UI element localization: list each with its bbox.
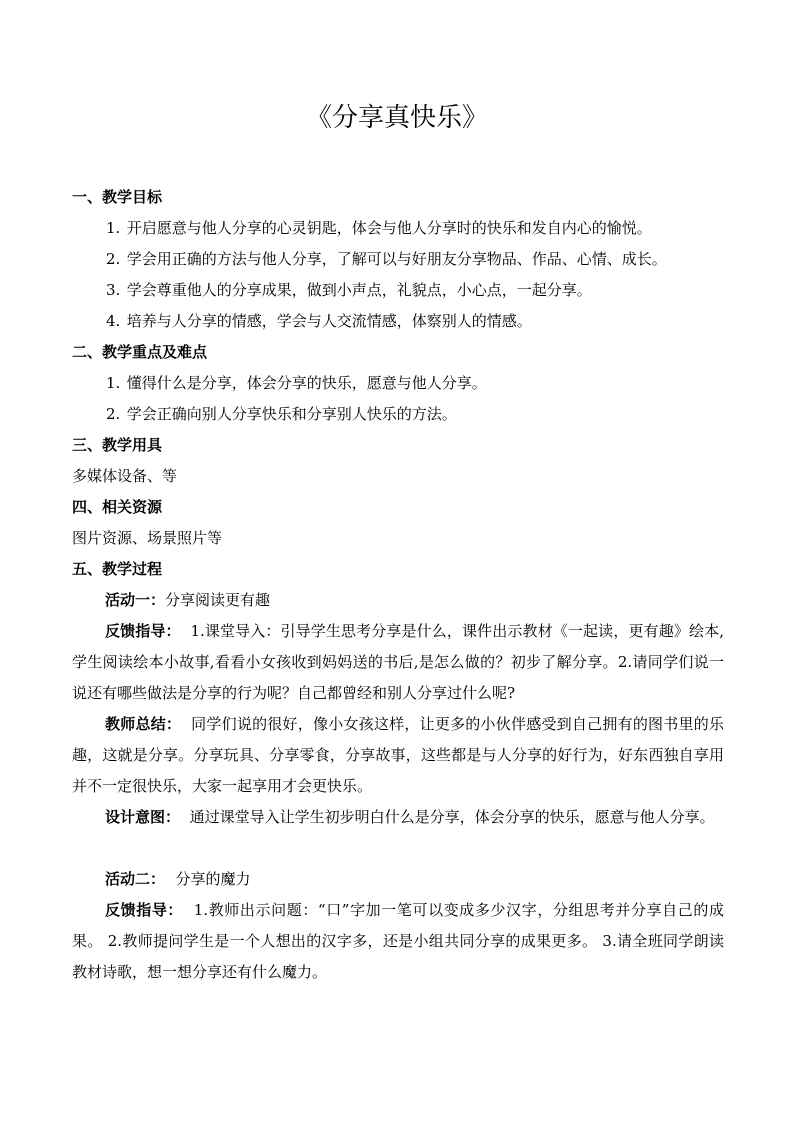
- activity-one-summary: [72, 709, 724, 802]
- activity-one-heading: [72, 585, 724, 616]
- feedback-text: 1.教师出示问题：“口”字加一笔可以变成多少汉字，分组思考并分享自己的成果。 2.教师提问学生是一个人想出的汉字多，还是小组共同分享的成果更多。 3.请全班同学朗读教材诗歌，想一想分享还有什么魔力。: [72, 901, 724, 981]
- item-number: 3.: [106, 281, 121, 299]
- activity-two-feedback: [72, 895, 724, 988]
- item-text: 开启愿意与他人分享的心灵钥匙，体会与他人分享时的快乐和发自内心的愉悦。: [126, 219, 652, 237]
- section-heading-key-points: 二、教学重点及难点: [72, 343, 208, 361]
- intent-text: 通过课堂导入让学生初步明白什么是分享，体会分享的快乐，愿意与他人分享。: [189, 808, 715, 826]
- activity-name: 分享阅读更有趣: [165, 591, 271, 609]
- activity-two-heading: [72, 864, 724, 895]
- goal-item: [72, 213, 724, 244]
- item-text: 培养与人分享的情感，学会与人交流情感，体察别人的情感。: [126, 312, 532, 330]
- section-heading-tools: 三、教学用具: [72, 436, 163, 454]
- summary-label: 教师总结：: [105, 715, 182, 733]
- item-number: 2.: [106, 250, 121, 268]
- document-body: [72, 182, 724, 988]
- tools-text: 多媒体设备、等: [72, 467, 178, 485]
- intent-label: 设计意图：: [105, 808, 181, 826]
- section-heading-goals: 一、教学目标: [72, 188, 163, 206]
- item-number: 4.: [106, 312, 121, 330]
- activity-one-intent: [72, 802, 724, 833]
- feedback-label: 反馈指导：: [105, 901, 184, 919]
- summary-text: 同学们说的很好，像小女孩这样，让更多的小伙伴感受到自己拥有的图书里的乐趣，这就是分享。分享玩具、分享零食，分享故事，这些都是与人分享的好行为，好东西独自享用并不一定很快乐，大家一起享用才会更快乐。: [72, 715, 724, 795]
- goal-item: [72, 244, 724, 275]
- blank-line: [72, 833, 724, 864]
- item-text: 学会尊重他人的分享成果，做到小声点，礼貌点，小心点，一起分享。: [126, 281, 592, 299]
- item-text: 学会用正确的方法与他人分享，了解可以与好朋友分享物品、作品、心情、成长。: [126, 250, 667, 268]
- section-heading-resources: 四、相关资源: [72, 498, 163, 516]
- item-text: 懂得什么是分享，体会分享的快乐，愿意与他人分享。: [126, 374, 487, 392]
- item-number: 1.: [106, 219, 121, 237]
- goal-item: [72, 306, 724, 337]
- feedback-label: 反馈指导：: [105, 622, 181, 640]
- item-text: 学会正确向别人分享快乐和分享别人快乐的方法。: [126, 405, 457, 423]
- item-number: 1.: [106, 374, 121, 392]
- feedback-text: 1.课堂导入：引导学生思考分享是什么，课件出示教材《一起读，更有趣》绘本,学生阅读绘本小故事,看看小女孩收到妈妈送的书后,是怎么做的？初步了解分享。2.请同学们说一说还有哪些做法是分享的行为呢？自己都曾经和别人分享过什么呢?: [72, 622, 724, 702]
- section-heading-process: 五、教学过程: [72, 560, 163, 578]
- resources-text: 图片资源、场景照片等: [72, 529, 223, 547]
- item-number: 2.: [106, 405, 121, 423]
- document-title: 《分享真快乐》: [305, 103, 488, 133]
- activity-name: 分享的魔力: [175, 870, 251, 888]
- activity-label: 活动一：: [105, 591, 166, 609]
- key-point-item: [72, 399, 724, 430]
- activity-one-feedback: [72, 616, 724, 709]
- activity-label: 活动二：: [105, 870, 166, 888]
- key-point-item: [72, 368, 724, 399]
- goal-item: [72, 275, 724, 306]
